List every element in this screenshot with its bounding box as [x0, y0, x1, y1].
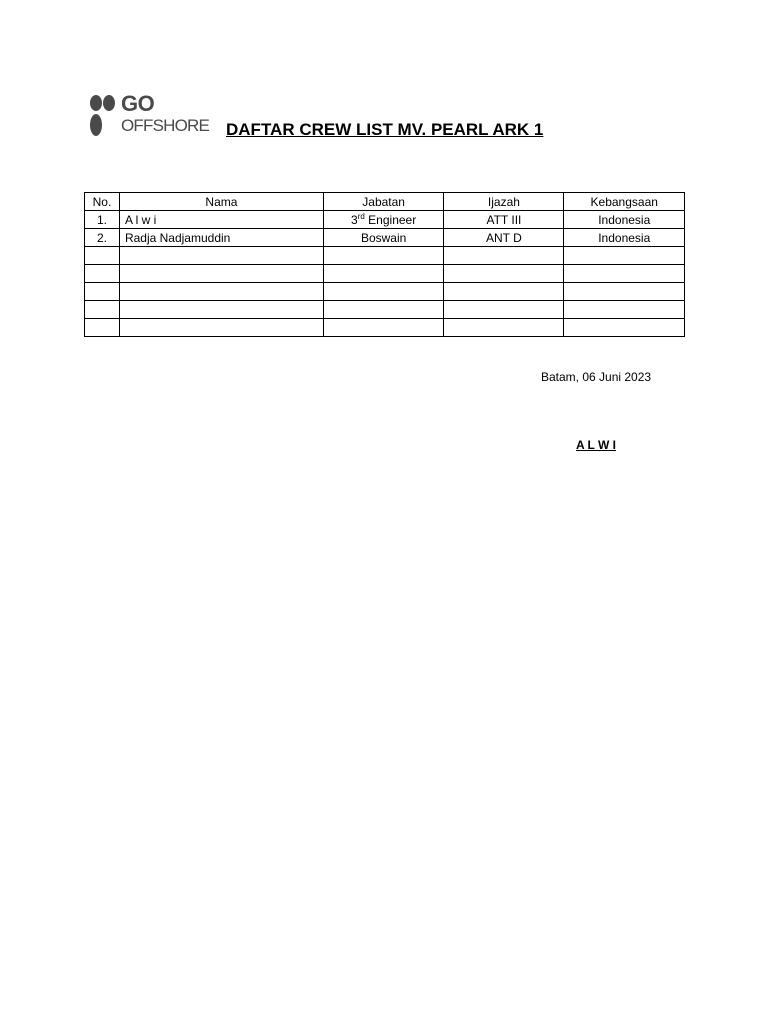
- jabatan-ordinal: rd: [357, 211, 365, 221]
- cell-ijazah: [444, 265, 564, 283]
- cell-kebangsaan: Indonesia: [564, 211, 685, 229]
- cell-jabatan: [323, 301, 443, 319]
- table-row: [85, 301, 685, 319]
- cell-no: [85, 319, 120, 337]
- cell-kebangsaan: Indonesia: [564, 229, 685, 247]
- jabatan-prefix: Boswain: [360, 230, 407, 245]
- company-logo: [88, 91, 210, 140]
- cell-no: [85, 283, 120, 301]
- cell-jabatan: [323, 265, 443, 283]
- column-header-jabatan: Jabatan: [323, 193, 443, 211]
- column-header-nama: Nama: [119, 193, 323, 211]
- cell-ijazah: ATT III: [444, 211, 564, 229]
- table-row: [85, 265, 685, 283]
- logo-mark-icon: [88, 92, 120, 140]
- cell-jabatan: [323, 211, 443, 229]
- cell-ijazah: [444, 319, 564, 337]
- cell-nama: [119, 319, 323, 337]
- cell-nama: Radja Nadjamuddin: [119, 229, 323, 247]
- cell-ijazah: [444, 301, 564, 319]
- table-row: [85, 319, 685, 337]
- cell-no: [85, 301, 120, 319]
- jabatan-prefix: 3: [351, 212, 358, 227]
- table-row: [85, 283, 685, 301]
- cell-nama: A l w i: [119, 211, 323, 229]
- column-header-ijazah: Ijazah: [444, 193, 564, 211]
- table-row: [85, 229, 685, 247]
- cell-nama: [119, 265, 323, 283]
- cell-jabatan: [323, 283, 443, 301]
- table-row: [85, 247, 685, 265]
- cell-kebangsaan: [564, 247, 685, 265]
- crew-list-table: [84, 192, 685, 337]
- cell-jabatan: [323, 229, 443, 247]
- cell-no: 2.: [85, 229, 120, 247]
- column-header-no: No.: [85, 193, 120, 211]
- cell-no: [85, 265, 120, 283]
- cell-ijazah: ANT D: [444, 229, 564, 247]
- cell-nama: [119, 247, 323, 265]
- logo-text-offshore: OFFSHORE: [121, 116, 210, 135]
- cell-kebangsaan: [564, 319, 685, 337]
- cell-no: [85, 247, 120, 265]
- cell-ijazah: [444, 247, 564, 265]
- place-date: Batam, 06 Juni 2023: [541, 370, 652, 384]
- logo-text-go: GO: [121, 91, 155, 116]
- cell-nama: [119, 301, 323, 319]
- column-header-kebangsaan: Kebangsaan: [564, 193, 685, 211]
- cell-jabatan: [323, 247, 443, 265]
- cell-kebangsaan: [564, 265, 685, 283]
- cell-kebangsaan: [564, 283, 685, 301]
- signatory-name: A L W I: [576, 438, 616, 452]
- table-row: [85, 211, 685, 229]
- cell-ijazah: [444, 283, 564, 301]
- cell-nama: [119, 283, 323, 301]
- cell-no: 1.: [85, 211, 120, 229]
- table-header-row: [85, 193, 685, 211]
- cell-jabatan: [323, 319, 443, 337]
- cell-kebangsaan: [564, 301, 685, 319]
- document-title: DAFTAR CREW LIST MV. PEARL ARK 1: [226, 120, 544, 139]
- jabatan-suffix: Engineer: [364, 212, 417, 227]
